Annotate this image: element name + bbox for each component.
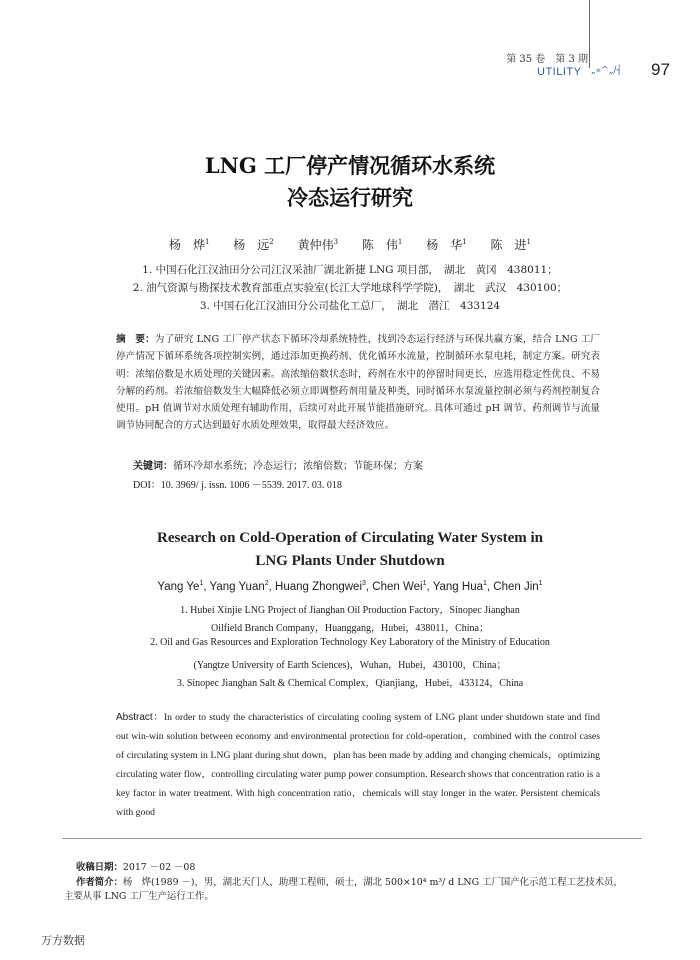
chinese-title-line-1: LNG 工厂停产情况循环水系统 <box>204 153 496 178</box>
author-bio-cont: 主要从事 LNG 工厂生产运行工作。 <box>64 891 214 902</box>
english-title-line-2: LNG Plants Under Shutdown <box>255 553 445 569</box>
chinese-title-line-2: 冷态运行研究 <box>287 185 413 210</box>
author: 杨 烨$^1$ <box>168 238 210 252</box>
footnote-divider <box>62 838 642 839</box>
journal-decoration: „«^„/┤ <box>591 66 622 76</box>
chinese-abstract <box>116 331 600 435</box>
english-abstract <box>116 709 600 822</box>
chinese-keywords: 关键词：循环冷却水系统；冷态运行；浓缩倍数；节能环保；方案 <box>133 461 423 472</box>
doi: DOI：10. 3969/ j. issn. 1006 －5539. 2017. 03. 018 <box>133 480 342 491</box>
author: 杨 华$^1$ <box>426 238 467 252</box>
english-affiliation-2: 2. Oil and Gas Resources and Exploration Technology Key Laboratory of the Ministry of Education <box>150 637 550 648</box>
abstract-label: Abstract： <box>116 712 164 723</box>
english-affiliation-3: 3. Sinopec Jianghan Salt & Chemical Complex，Qianjiang，Hubei，433124，China <box>176 678 524 689</box>
author: Chen Jin$^1$ <box>493 580 543 593</box>
english-affiliation-1-cont: Oilfield Branch Company，Huanggang，Hubei，438011，China； <box>211 623 489 634</box>
author: Chen Wei$^1$ <box>372 580 427 593</box>
chinese-authors <box>0 236 700 253</box>
watermark: 万方数据 <box>41 934 85 947</box>
english-affiliation-1: 1. Hubei Xinjie LNG Project of Jianghan Oil Production Factory，Sinopec Jianghan <box>180 605 520 616</box>
volume-issue: 第 35 卷 第 3 期 <box>506 54 588 65</box>
author: 杨 远$^2$ <box>233 238 274 252</box>
author: 黄仲伟$^3$ <box>297 238 339 252</box>
english-affiliation-2-cont: (Yangtze University of Earth Sciences)，Wuhan，Hubei，430100，China； <box>193 660 507 671</box>
page-number: 97 <box>651 60 670 79</box>
author: Huang Zhongwei$^3$ <box>275 580 366 593</box>
author-bio: 作者简介：杨 烨(1989 －)，男，湖北天门人，助理工程师，硕士，湖北 500×10⁴ m³/ d LNG 工厂国产化示范工程工艺技术员， <box>76 877 623 888</box>
chinese-affiliation-2: 2. 油气资源与勘探技术教育部重点实验室(长江大学地球科学学院)， 湖北 武汉 430100； <box>132 282 568 294</box>
abstract-text: 为了研究 LNG 工厂停产状态下循环冷却系统特性，找到冷态运行经济与环保共赢方案，结合 LNG 工厂停产情况下循环系统各项控制实例，通过添加更换药剂、优化循环水流量，控制循环水泵电耗，制定方案。研究表明：浓缩倍数是水质处理的关键因素。高浓缩倍数状态时，药剂在水中的停留时间更长，应选用稳定性优良、不易分解的药剂。若浓缩倍数发生大幅降低必须立即调整药剂用量及种类，同时循环水泵流量控制必须与药剂控制复合使用。pH 值调节对水质处理有辅助作用，后续可对此开展节能措施研究。具体可通过 pH 调节、药剂调节与流量调节协同配合的方式达到最好水质处理效果，取得最大经济效应。 <box>116 334 601 432</box>
author: Yang Hua$^1$ <box>432 580 487 593</box>
journal-name: UTILITY <box>537 66 582 78</box>
abstract-text: In order to study the characteristics of circulating cooling system of LNG plant under shutdown state and find out win-win solution between economy and environmental protection for cold-operation，combined with the control cases of circulating system in LNG plant during shut down，plan has been made by adding and changing chemicals，optimizing circulating water flow，controlling circulating water pump power consumption. Research shows that concentration ratio is a key factor in water treatment. With high concentration ratio，chemicals will stay longer in the water. Persistent chemicals with good <box>116 712 600 818</box>
english-authors: Yang Ye$^1$, Yang Yuan$^2$, Huang Zhongwei$^3$, Chen Wei$^1$, Yang Hua$^1$, Chen Jin$^1$ <box>157 580 543 593</box>
author: 陈 伟$^1$ <box>361 238 403 252</box>
author: 陈 进$^1$ <box>490 238 532 252</box>
chinese-affiliation-3: 3. 中国石化江汉油田分公司盐化工总厂， 湖北 潜江 433124 <box>199 300 501 312</box>
english-title-line-1: Research on Cold-Operation of Circulating Water System in <box>157 530 543 546</box>
chinese-affiliation-1: 1. 中国石化江汉油田分公司江汉采油厂湖北新捷 LNG 项目部， 湖北 黄冈 438011； <box>142 264 558 276</box>
author: Yang Yuan$^2$ <box>209 580 269 593</box>
author: Yang Ye$^1$ <box>157 580 204 593</box>
received-date: 收稿日期：2017 －02 －08 <box>76 862 196 873</box>
abstract-label: 摘 要： <box>116 334 155 345</box>
header-divider-line <box>589 0 590 68</box>
